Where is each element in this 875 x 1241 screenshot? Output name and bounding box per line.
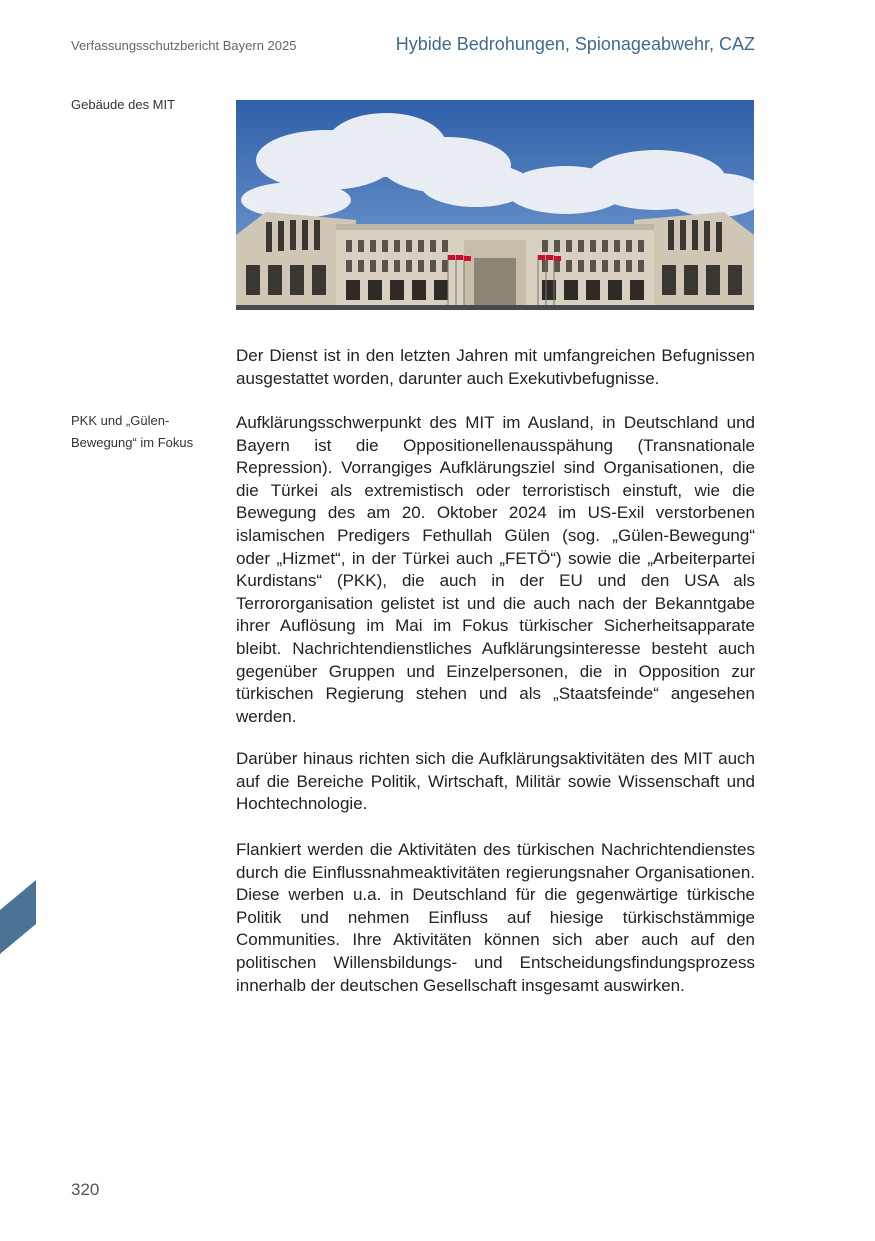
mit-building-photo — [236, 100, 754, 310]
figure-caption: Gebäude des MIT — [71, 97, 176, 112]
section-accent-tab — [0, 880, 36, 954]
paragraph-4: Flankiert werden die Aktivitäten des türkischen Nachrichtendienstes durch die Einflussnahmeaktivitäten regierungsnaher Organisationen. Diese werben u.a. in Deutschland für die gegenwärtige türkische Politik und nehmen Einfluss auf hiesige türkischstämmige Communities. Ihre Aktivitäten können sich aber auch auf den politischen Willensbildungs- und Entscheidungsfindungsprozess innerhalb der deutschen Gesellschaft insgesamt auswirken. — [236, 840, 755, 995]
report-title: Verfassungsschutzbericht Bayern 2025 — [71, 38, 297, 53]
paragraph-3: Darüber hinaus richten sich die Aufklärungsaktivitäten des MIT auch auf die Bereiche Politik, Wirtschaft, Militär sowie Wissenschaft und Hochtechnologie. — [236, 749, 755, 814]
page-number: 320 — [71, 1180, 100, 1199]
section-title: Hybide Bedrohungen, Spionageabwehr, CAZ — [395, 34, 755, 54]
margin-note: PKK und „Gülen-Bewegung“ im Fokus — [71, 413, 194, 450]
paragraph-1: Der Dienst ist in den letzten Jahren mit umfangreichen Befugnissen ausgestattet worden, darunter auch Exekutivbefugnisse. — [236, 346, 755, 388]
paragraph-2: Aufklärungsschwerpunkt des MIT im Ausland, in Deutschland und Bayern ist die Oppositionellenausspähung (Transnationale Repression). Vorrangiges Aufklärungsziel sind Organisationen, die die Türkei als extremistisch oder terroristisch einstuft, wie die Bewegung des am 20. Oktober 2024 im US-Exil verstorbenen islamischen Predigers Fethullah Gülen (sog. „Gülen-Bewegung“ oder „Hizmet“, in der Türkei auch „FETÖ“) sowie die „Arbeiterpartei Kurdistans“ (PKK), die auch in der EU und den USA als Terrororganisation gelistet ist und die auch nach der Bekanntgabe ihrer Auflösung im Mai im Fokus türkischer Sicherheitsapparate bleibt. Nachrichtendienstliches Aufklärungsinteresse besteht auch gegenüber Gruppen und Einzelpersonen, die in Opposition zur türkischen Regierung stehen und als „Staatsfeinde“ angesehen werden. — [236, 413, 755, 726]
